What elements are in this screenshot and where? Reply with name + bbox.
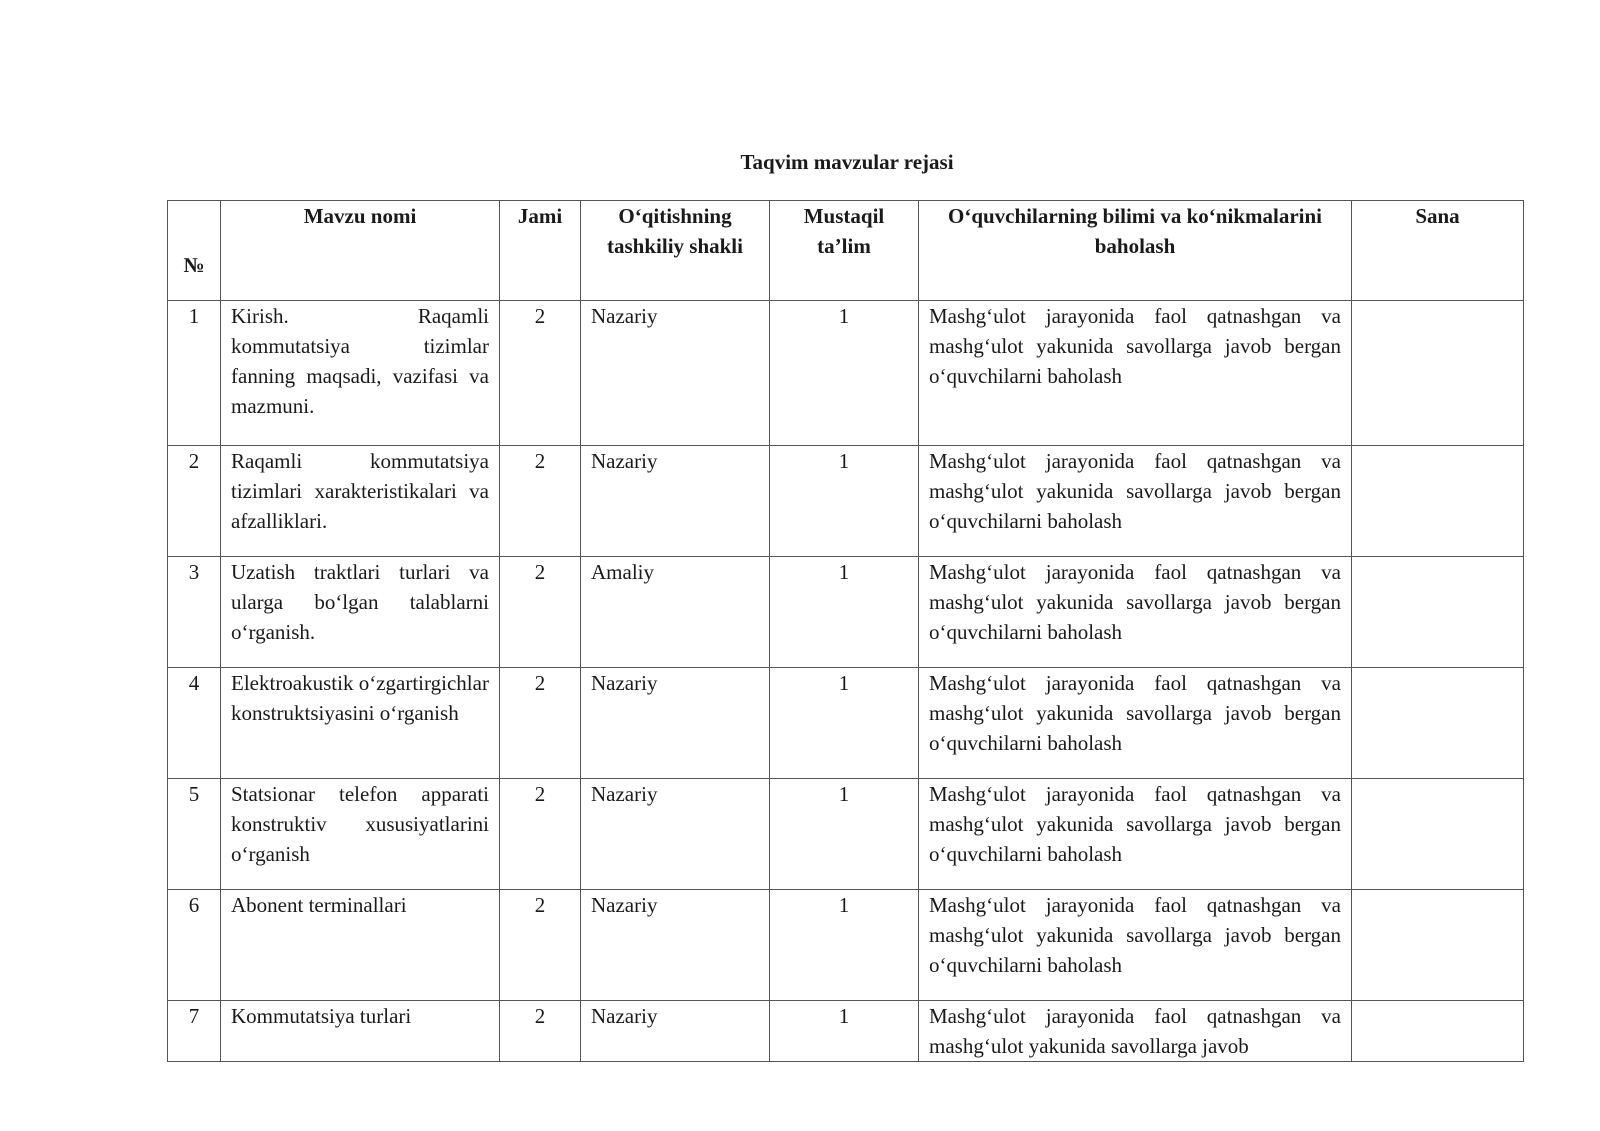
total-cell: 2 bbox=[500, 557, 581, 668]
total-cell: 2 bbox=[500, 890, 581, 1001]
table-row bbox=[168, 668, 1524, 779]
topic-cell: Raqamli kommutatsiya tizimlari xarakteristikalari va afzalliklari. bbox=[221, 446, 500, 557]
assessment-cell: Mashg‘ulot jarayonida faol qatnashgan va mashg‘ulot yakunida savollarga javob bergan o‘quvchilarni baholash bbox=[919, 890, 1352, 1001]
self-study-cell: 1 bbox=[770, 1001, 919, 1062]
topic-cell: Abonent terminallari bbox=[221, 890, 500, 1001]
assessment-cell: Mashg‘ulot jarayonida faol qatnashgan va mashg‘ulot yakunida savollarga javob bergan o‘quvchilarni baholash bbox=[919, 301, 1352, 446]
self-study-cell: 1 bbox=[770, 446, 919, 557]
total-cell: 2 bbox=[500, 1001, 581, 1062]
self-study-cell: 1 bbox=[770, 557, 919, 668]
date-cell bbox=[1352, 890, 1524, 1001]
topic-cell: Kommutatsiya turlari bbox=[221, 1001, 500, 1062]
column-header-topic: Mavzu nomi bbox=[221, 201, 500, 301]
column-header-form: O‘qitishning tashkiliy shakli bbox=[581, 201, 770, 301]
topic-cell: Kirish. Raqamli kommutatsiya tizimlar fanning maqsadi, vazifasi va mazmuni. bbox=[221, 301, 500, 446]
row-number: 4 bbox=[168, 668, 221, 779]
column-header-total: Jami bbox=[500, 201, 581, 301]
date-cell bbox=[1352, 668, 1524, 779]
form-cell: Nazariy bbox=[581, 1001, 770, 1062]
form-cell: Nazariy bbox=[581, 301, 770, 446]
date-cell bbox=[1352, 779, 1524, 890]
assessment-cell: Mashg‘ulot jarayonida faol qatnashgan va mashg‘ulot yakunida savollarga javob bergan o‘quvchilarni baholash bbox=[919, 557, 1352, 668]
table-row bbox=[168, 890, 1524, 1001]
column-header-date: Sana bbox=[1352, 201, 1524, 301]
topic-cell: Statsionar telefon apparati konstruktiv xususiyatlarini o‘rganish bbox=[221, 779, 500, 890]
table-row bbox=[168, 446, 1524, 557]
form-cell: Nazariy bbox=[581, 446, 770, 557]
row-number: 5 bbox=[168, 779, 221, 890]
topic-cell: Uzatish traktlari turlari va ularga bo‘lgan talablarni o‘rganish. bbox=[221, 557, 500, 668]
self-study-cell: 1 bbox=[770, 779, 919, 890]
total-cell: 2 bbox=[500, 779, 581, 890]
table-header-row bbox=[168, 201, 1524, 301]
table-row bbox=[168, 301, 1524, 446]
self-study-cell: 1 bbox=[770, 890, 919, 1001]
total-cell: 2 bbox=[500, 668, 581, 779]
self-study-cell: 1 bbox=[770, 668, 919, 779]
topic-cell: Elektroakustik o‘zgartirgichlar konstruktsiyasini o‘rganish bbox=[221, 668, 500, 779]
self-study-cell: 1 bbox=[770, 301, 919, 446]
column-header-number: № bbox=[168, 201, 221, 301]
date-cell bbox=[1352, 1001, 1524, 1062]
assessment-cell: Mashg‘ulot jarayonida faol qatnashgan va mashg‘ulot yakunida savollarga javob bergan o‘quvchilarni baholash bbox=[919, 446, 1352, 557]
assessment-cell: Mashg‘ulot jarayonida faol qatnashgan va mashg‘ulot yakunida savollarga javob bbox=[919, 1001, 1352, 1062]
date-cell bbox=[1352, 557, 1524, 668]
column-header-self-study: Mustaqil ta’lim bbox=[770, 201, 919, 301]
row-number: 3 bbox=[168, 557, 221, 668]
schedule-table bbox=[167, 200, 1524, 1062]
document-title: Taqvim mavzular rejasi bbox=[740, 150, 954, 174]
date-cell bbox=[1352, 446, 1524, 557]
form-cell: Nazariy bbox=[581, 779, 770, 890]
table-row bbox=[168, 557, 1524, 668]
assessment-cell: Mashg‘ulot jarayonida faol qatnashgan va mashg‘ulot yakunida savollarga javob bergan o‘quvchilarni baholash bbox=[919, 668, 1352, 779]
row-number: 1 bbox=[168, 301, 221, 446]
total-cell: 2 bbox=[500, 446, 581, 557]
row-number: 7 bbox=[168, 1001, 221, 1062]
form-cell: Amaliy bbox=[581, 557, 770, 668]
table-row bbox=[168, 1001, 1524, 1062]
table-row bbox=[168, 779, 1524, 890]
form-cell: Nazariy bbox=[581, 668, 770, 779]
date-cell bbox=[1352, 301, 1524, 446]
form-cell: Nazariy bbox=[581, 890, 770, 1001]
total-cell: 2 bbox=[500, 301, 581, 446]
row-number: 6 bbox=[168, 890, 221, 1001]
row-number: 2 bbox=[168, 446, 221, 557]
column-header-assessment: O‘quvchilarning bilimi va ko‘nikmalarini baholash bbox=[919, 201, 1352, 301]
assessment-cell: Mashg‘ulot jarayonida faol qatnashgan va mashg‘ulot yakunida savollarga javob bergan o‘quvchilarni baholash bbox=[919, 779, 1352, 890]
